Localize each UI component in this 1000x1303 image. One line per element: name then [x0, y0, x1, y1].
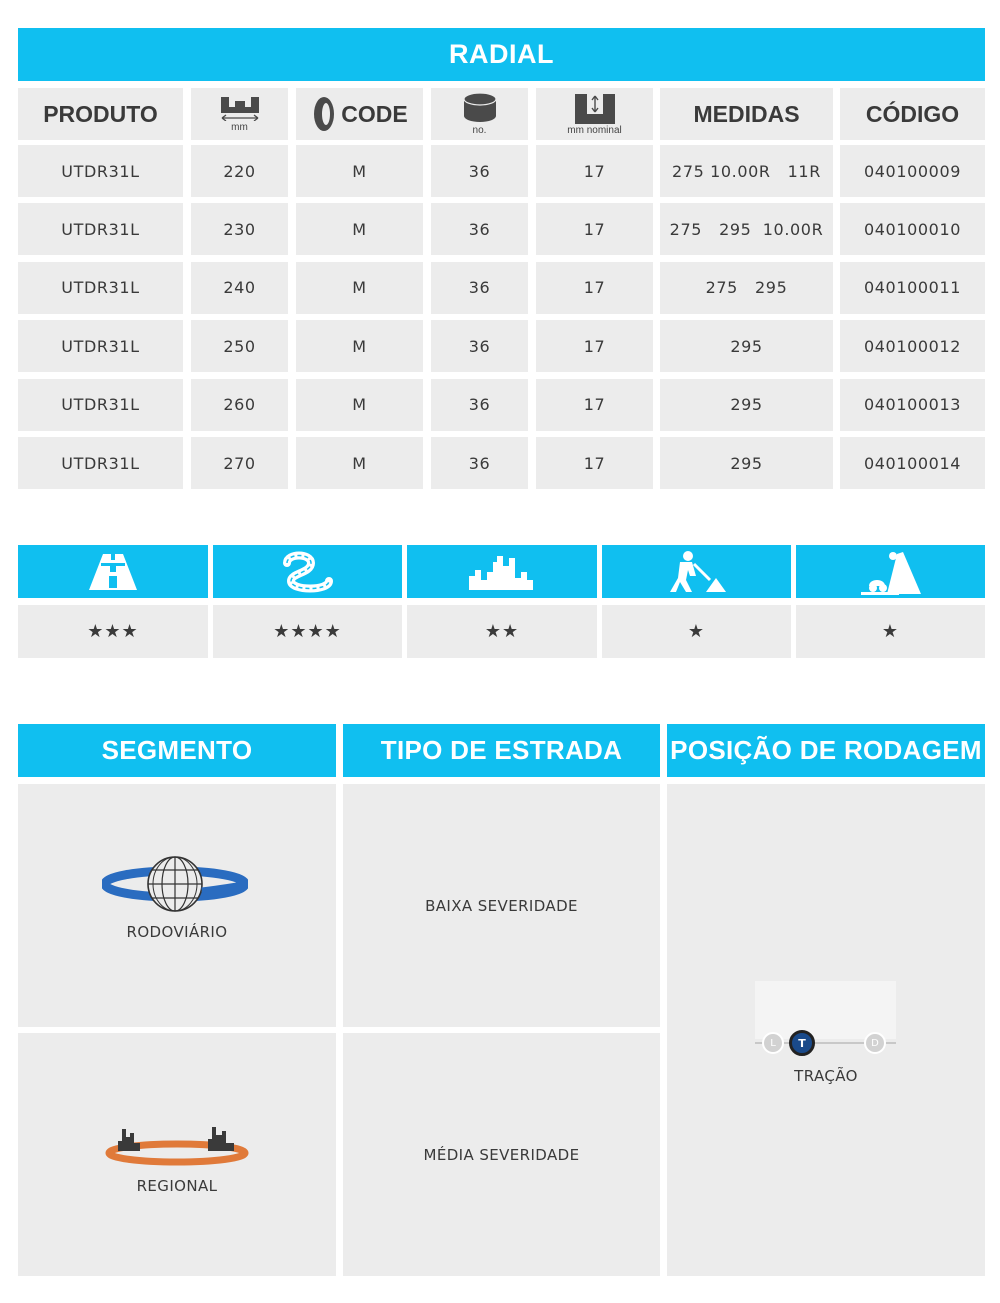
segment-regional-label: REGIONAL [136, 1177, 218, 1195]
section-title-segmento: SEGMENTO [18, 724, 336, 777]
cell-produto: UTDR31L [18, 379, 183, 431]
cell-mm: 17 [536, 379, 653, 431]
rating-icon-quarry [796, 545, 985, 598]
header-produto: PRODUTO [18, 88, 183, 140]
cell-largura: 260 [191, 379, 288, 431]
width-caption: mm [231, 122, 248, 133]
quarry-icon [859, 548, 923, 596]
city-icon [467, 552, 537, 592]
curvy-road-icon [281, 551, 335, 593]
cell-mm: 17 [536, 203, 653, 255]
cell-produto: UTDR31L [18, 203, 183, 255]
cell-produto: UTDR31L [18, 320, 183, 372]
rating-icon-curvy [213, 545, 402, 598]
header-ply [431, 88, 528, 140]
cell-codigo: 040100011 [840, 262, 985, 314]
cell-codigo: 040100014 [840, 437, 985, 489]
road-type-media: MÉDIA SEVERIDADE [343, 1033, 660, 1276]
header-medidas: MEDIDAS [660, 88, 833, 140]
cell-medidas: 295 [660, 379, 833, 431]
cell-codigo: 040100009 [840, 145, 985, 197]
cell-medidas: 295 [660, 437, 833, 489]
wheel-position-label: TRAÇÃO [794, 1067, 858, 1085]
cell-medidas: 295 [660, 320, 833, 372]
header-codigo: CÓDIGO [840, 88, 985, 140]
cell-largura: 250 [191, 320, 288, 372]
tire-icon [311, 95, 337, 133]
globe-icon [102, 856, 248, 918]
section-title-posicao: POSIÇÃO DE RODAGEM [667, 724, 985, 777]
cell-largura: 240 [191, 262, 288, 314]
highway-icon [87, 552, 139, 592]
tread-width-icon [219, 95, 261, 121]
cell-code: M [296, 379, 423, 431]
rating-stars-quarry: ★ [796, 605, 985, 658]
cell-code: M [296, 437, 423, 489]
code-label: CODE [341, 100, 408, 127]
rating-icon-city [407, 545, 597, 598]
ply-cylinder-icon [462, 92, 498, 124]
cell-mm: 17 [536, 145, 653, 197]
cell-no: 36 [431, 379, 528, 431]
cell-mm: 17 [536, 262, 653, 314]
axle-d: D [864, 1032, 886, 1054]
axle-t-active: T [789, 1030, 815, 1056]
section-title-tipo-estrada: TIPO DE ESTRADA [343, 724, 660, 777]
segment-rodoviario-label: RODOVIÁRIO [126, 923, 228, 941]
segment-rodoviario-panel [18, 784, 336, 1027]
depth-caption: mm nominal [567, 125, 622, 136]
rating-stars-curvy: ★★★★ [213, 605, 402, 658]
cell-code: M [296, 145, 423, 197]
segment-regional-panel [18, 1033, 336, 1276]
cell-codigo: 040100010 [840, 203, 985, 255]
regional-city-icon [104, 1123, 250, 1171]
truck-body [755, 981, 896, 1039]
header-depth [536, 88, 653, 140]
cell-largura: 270 [191, 437, 288, 489]
header-width [191, 88, 288, 140]
cell-largura: 230 [191, 203, 288, 255]
cell-code: M [296, 203, 423, 255]
cell-produto: UTDR31L [18, 145, 183, 197]
rating-stars-construction: ★ [602, 605, 791, 658]
cell-produto: UTDR31L [18, 437, 183, 489]
cell-no: 36 [431, 437, 528, 489]
rating-icon-highway [18, 545, 208, 598]
rating-stars-highway: ★★★ [18, 605, 208, 658]
cell-medidas: 275 10.00R 11R [660, 145, 833, 197]
cell-codigo: 040100013 [840, 379, 985, 431]
cell-code: M [296, 320, 423, 372]
table-title: RADIAL [18, 28, 985, 81]
cell-no: 36 [431, 262, 528, 314]
construction-worker-icon [666, 550, 728, 594]
road-type-baixa: BAIXA SEVERIDADE [343, 784, 660, 1027]
cell-mm: 17 [536, 320, 653, 372]
cell-mm: 17 [536, 437, 653, 489]
tread-depth-icon [573, 92, 617, 124]
cell-no: 36 [431, 320, 528, 372]
cell-produto: UTDR31L [18, 262, 183, 314]
cell-no: 36 [431, 203, 528, 255]
cell-medidas: 275 295 [660, 262, 833, 314]
rating-icon-construction [602, 545, 791, 598]
cell-largura: 220 [191, 145, 288, 197]
cell-code: M [296, 262, 423, 314]
cell-no: 36 [431, 145, 528, 197]
rating-stars-city: ★★ [407, 605, 597, 658]
cell-medidas: 275 295 10.00R [660, 203, 833, 255]
cell-codigo: 040100012 [840, 320, 985, 372]
wheel-position-panel [667, 784, 985, 1276]
axle-l: L [762, 1032, 784, 1054]
header-code [296, 88, 423, 140]
ply-caption: no. [472, 125, 487, 136]
